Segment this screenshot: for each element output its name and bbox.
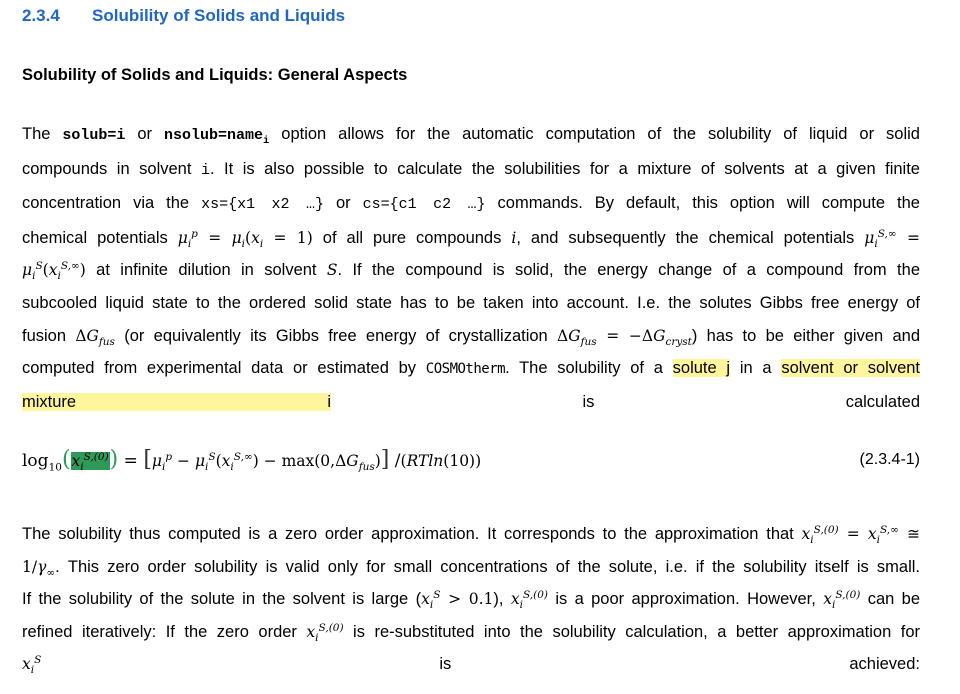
section-title: Solubility of Solids and Liquids [92, 6, 346, 25]
paragraph-intro [22, 118, 920, 418]
section-number: 2.3.4 [22, 6, 60, 25]
para1-line1: The solub=i or nsolub=name$_i$ option allows for the automatic computation of the solubility of liquid or solid [22, 125, 920, 147]
code-xs: xs={x1 x2 …} [201, 196, 324, 214]
equation-body: $\log_{10}(x_i^{S,(0)}) = [\mu_i^p - \mu_i^S(x_i^{S,\infty}) - \max(0,\Delta G_{fus})]$ /(RTln(10)) [22, 447, 482, 474]
para1-line3: concentration via the xs={x1 x2 …} or cs={c1 c2 …} commands. By default, this option will compute the [22, 194, 920, 214]
cosmotherm-name: COSMOtherm [425, 361, 506, 378]
equation-2-3-4-1 [22, 447, 920, 472]
para1-line5: $\mu_i^S(x_i^{S,\infty})$ at infinite dilution in solvent S. If the compound is solid, the energy change of a compound from the [22, 260, 920, 283]
section-heading [22, 6, 345, 26]
highlight-x-solubility: $x_i^{S,(0)}$ [71, 450, 109, 474]
para1-line6: subcooled liquid state to the ordered solid state has to be taken into account. I.e. the solutes Gibbs free energy of [22, 293, 920, 312]
equation-number: (2.3.4-1) [859, 451, 920, 468]
paragraph-approximation [22, 518, 920, 681]
code-i: i [200, 161, 210, 179]
para2-line4: refined iteratively: If the zero order $x_i^{S,(0)}$ is re-substituted into the solubility calculation, a better approximation for [22, 621, 921, 644]
highlight-mixture: mixture i [22, 392, 332, 411]
math-mu-pure: $\mu_i^p = \mu_i(x_i = 1)$ [177, 227, 313, 250]
code-cs: cs={c1 c2 …} [362, 196, 486, 214]
para1-line4: chemical potentials $\mu_i^p = \mu_i(x_i = 1)$ of all pure compounds i, and subsequently the chemical potentials $\mu_i^{S,\infty}$ = [22, 227, 920, 250]
para2-line3: If the solubility of the solute in the solvent is large $(x_i^S > 0.1)$, $x_i^{S,(0)}$ is a poor approximation. However, $x_i^{S,(0)}$ can be [22, 589, 920, 612]
subheading: Solubility of Solids and Liquids: General Aspects [22, 66, 408, 84]
para1-line9: mixture i is calculated [22, 392, 921, 411]
para2-line5: $x_i^S$ is achieved: [22, 654, 920, 677]
para1-line7: fusion $\Delta G_{fus}$ (or equivalently its Gibbs free energy of crystallization $\Delta G_{fus} = -\Delta G_{cryst}$) has to be either given and [22, 326, 921, 348]
para2-line1: The solubility thus computed is a zero order approximation. It corresponds to the approximation that $x_i^{S,(0)} = x_i^{S,\infty}$ ≅ [22, 523, 920, 547]
code-solub: solub=i [62, 127, 126, 144]
highlight-solute: solute j [672, 359, 731, 378]
para2-line2: $1/\gamma_\infty$. This zero order solubility is valid only for small concentrations of the solute, i.e. if the solubility itself is small. [22, 557, 920, 579]
code-nsolub: nsolub=name$_i$ [163, 127, 270, 147]
para1-line8: computed from experimental data or estimated by COSMOtherm. The solubility of a solute j in a solvent or solvent [22, 359, 921, 378]
para1-line2: compounds in solvent i. It is also possible to calculate the solubilities for a mixture of solvents at a given finite [22, 159, 920, 179]
math-mu-infinite: $\mu_i^S(x_i^{S,\infty})$ [22, 260, 86, 283]
highlight-solvent: solvent or solvent [781, 359, 921, 378]
